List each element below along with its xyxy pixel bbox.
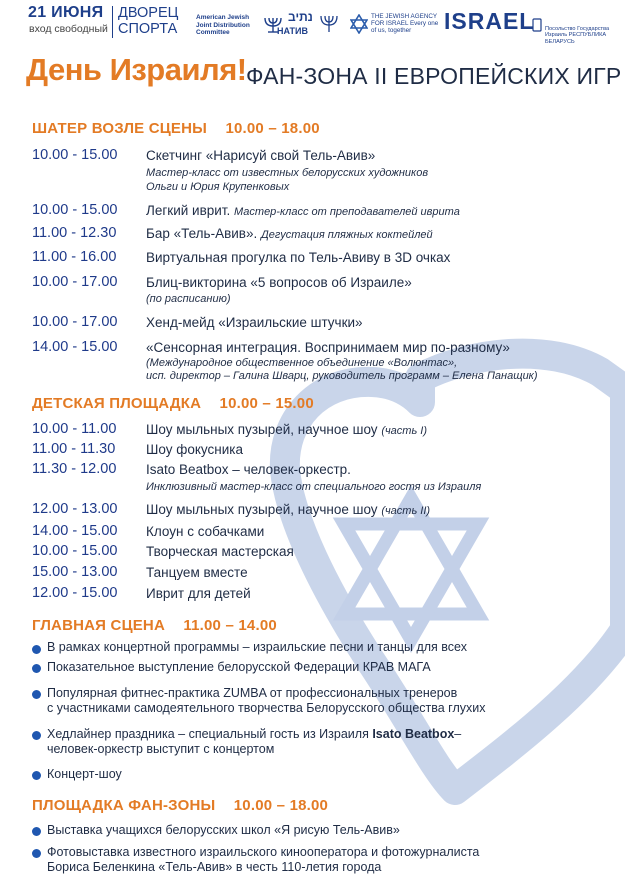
section-time: 10.00 – 18.00: [233, 797, 329, 814]
section-tent-heading: [32, 120, 320, 137]
section-fan-zone-heading: [32, 797, 328, 814]
schedule-title: Бар «Тель-Авив». Дегустация пляжных коктейлей: [146, 226, 433, 241]
bullet-text: Бориса Беленкина «Тель-Авив» в честь 110-летия города: [47, 860, 382, 874]
bullet-text: Выставка учащихся белорусских школ «Я рисую Тель-Авив»: [47, 823, 400, 837]
section-name: ГЛАВНАЯ СЦЕНА: [32, 617, 165, 634]
schedule-note: Дегустация пляжных коктейлей: [261, 229, 433, 241]
section-time: 11.00 – 14.00: [183, 617, 277, 634]
schedule-time: 11.30 - 12.00: [32, 461, 117, 477]
schedule-note: (Международное общественное объединение «Волюнтас»,: [146, 357, 458, 369]
header-divider: [112, 6, 113, 38]
schedule-title: Isato Beatbox – человек-оркестр.: [146, 462, 351, 477]
section-name: ПЛОЩАДКА ФАН-ЗОНЫ: [32, 797, 216, 814]
schedule-time: 11.00 - 16.00: [32, 249, 117, 265]
section-name: ДЕТСКАЯ ПЛОЩАДКА: [32, 395, 202, 412]
venue-line-2: СПОРТА: [118, 21, 178, 37]
entry-note: вход свободный: [29, 23, 108, 35]
schedule-time: 12.00 - 15.00: [32, 585, 118, 601]
section-kids-heading: [32, 395, 314, 412]
nativ-logo: НАТИВ: [277, 26, 309, 36]
schedule-title: Скетчинг «Нарисуй свой Тель-Авив»: [146, 148, 376, 163]
bullet-icon: [32, 690, 41, 699]
jewish-agency-logo: THE JEWISH AGENCY FOR ISRAEL Every one of us, together: [371, 13, 439, 35]
nativ-menorah-icon: [318, 14, 340, 34]
bullet-icon: [32, 731, 41, 740]
bullet-text: с участниками самодеятельного творчества Белорусского общества глухих: [47, 701, 486, 715]
schedule-note: (по расписанию): [146, 293, 231, 305]
bullet-text: Концерт-шоу: [47, 767, 122, 781]
event-date: 21 ИЮНЯ: [28, 4, 104, 21]
venue: [118, 5, 179, 37]
schedule-title: Виртуальная прогулка по Тель-Авиву в 3D очках: [146, 250, 451, 265]
jewish-agency-star-icon: [350, 14, 368, 34]
schedule-title: Клоун с собачками: [146, 524, 265, 539]
bullet-text: В рамках концертной программы – израильские песни и танцы для всех: [47, 640, 467, 654]
schedule-note: исп. директор – Галина Шварц, руководитель программ – Елена Панащик): [146, 370, 538, 382]
schedule-title: Шоу фокусника: [146, 442, 243, 457]
schedule-note: (часть II): [381, 505, 431, 517]
schedule-title: «Сенсорная интеграция. Воспринимаем мир по-разному»: [146, 340, 510, 355]
schedule-title: Творческая мастерская: [146, 544, 294, 559]
bullet-text: Хедлайнер праздника – специальный гость из Израиля Isato Beatbox–: [47, 727, 462, 741]
schedule-time: 10.00 - 17.00: [32, 274, 118, 290]
venue-line-1: ДВОРЕЦ: [118, 5, 179, 21]
schedule-title: Шоу мыльных пузырей, научное шоу (часть II): [146, 502, 431, 517]
schedule-time: 10.00 - 15.00: [32, 543, 118, 559]
bullet-text: Популярная фитнес-практика ZUMBA от профессиональных тренеров: [47, 686, 458, 700]
nativ-logo-hebrew: נתיב: [288, 10, 313, 24]
schedule-note: Инклюзивный мастер-класс от специального гостя из Израиля: [146, 481, 482, 493]
schedule-time: 10.00 - 17.00: [32, 314, 118, 330]
bullet-icon: [32, 849, 41, 858]
page-subtitle: ФАН-ЗОНА II ЕВРОПЕЙСКИХ ИГР: [246, 63, 622, 89]
section-name: ШАТЕР ВОЗЛЕ СЦЕНЫ: [32, 120, 208, 137]
embassy-logo: Посольство Государства Израиль РЕСПУБЛИКА БЕЛАРУСЬ: [545, 26, 610, 45]
israel-logo: ISRAEL: [444, 8, 535, 34]
bullet-icon: [32, 664, 41, 673]
section-time: 10.00 – 15.00: [219, 395, 314, 412]
bullet-text: Показательное выступление белорусской Федерации КРАВ МАГА: [47, 660, 431, 674]
schedule-time: 14.00 - 15.00: [32, 523, 118, 539]
schedule-title: Шоу мыльных пузырей, научное шоу (часть I): [146, 422, 428, 437]
schedule-note: Ольги и Юрия Крупенковых: [146, 181, 290, 193]
embassy-emblem-icon: [532, 18, 542, 32]
schedule-time: 10.00 - 15.00: [32, 202, 118, 218]
schedule-title: Легкий иврит. Мастер-класс от преподавателей иврита: [146, 203, 460, 218]
schedule-time: 15.00 - 13.00: [32, 564, 118, 580]
schedule-title: Иврит для детей: [146, 586, 251, 601]
bullet-text: человек-оркестр выступит с концертом: [47, 742, 275, 756]
schedule-time: 10.00 - 11.00: [32, 421, 117, 437]
schedule-title: Блиц-викторина «5 вопросов об Израиле»: [146, 275, 412, 290]
section-time: 10.00 – 18.00: [225, 120, 320, 137]
bullet-text: Фотовыставка известного израильского кинооператора и фотожурналиста: [47, 845, 480, 859]
bullet-icon: [32, 827, 41, 836]
schedule-time: 14.00 - 15.00: [32, 339, 118, 355]
page-title: День Израиля!: [26, 52, 247, 87]
section-main-stage-heading: [32, 617, 277, 634]
schedule-title: Хенд-мейд «Израильские штучки»: [146, 315, 363, 330]
schedule-title: Танцуем вместе: [146, 565, 248, 580]
bullet-icon: [32, 645, 41, 654]
schedule-note: Мастер-класс от известных белорусских художников: [146, 167, 429, 179]
schedule-time: 11.00 - 11.30: [32, 441, 116, 457]
jdc-logo: American Jewish Joint Distribution Committee: [196, 14, 250, 36]
schedule-note: (часть I): [381, 425, 428, 437]
bullet-icon: [32, 771, 41, 780]
schedule-time: 11.00 - 12.30: [32, 225, 117, 241]
headliner-name: Isato Beatbox: [372, 727, 455, 741]
schedule-time: 12.00 - 13.00: [32, 501, 118, 517]
schedule-time: 10.00 - 15.00: [32, 147, 118, 163]
schedule-note: Мастер-класс от преподавателей иврита: [234, 206, 460, 218]
